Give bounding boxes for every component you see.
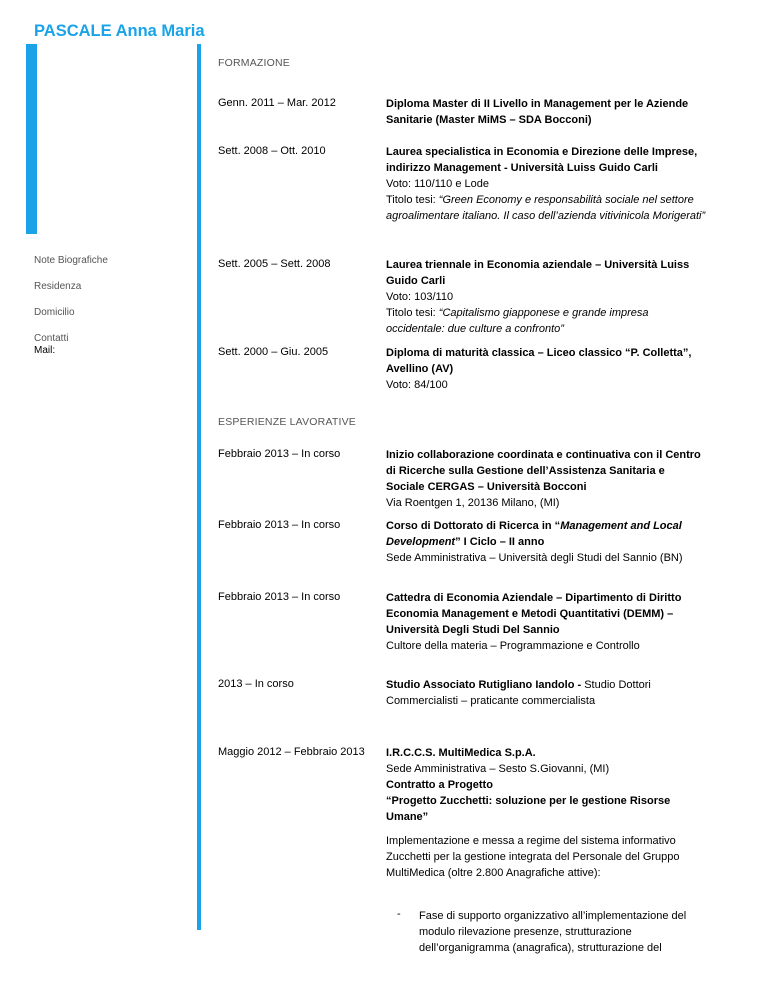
esperienza-date: Febbraio 2013 – In corso [218, 519, 341, 531]
esperienza-title [386, 518, 706, 550]
formazione-date: Sett. 2000 – Giu. 2005 [218, 346, 329, 358]
esperienza-date: 2013 – In corso [218, 678, 294, 690]
esperienza-detail: Sede Amministrativa – Sesto S.Giovanni, (MI) [386, 763, 610, 775]
formazione-entry [386, 144, 706, 224]
esperienza-entry [386, 590, 706, 654]
esperienza-detail: Via Roentgen 1, 20136 Milano, (MI) [386, 497, 560, 509]
title-part: ” I Ciclo – II anno [455, 536, 545, 548]
accent-divider [197, 44, 201, 930]
tesi-title: “Capitalismo giapponese e grande impresa occidentale: due culture a confronto” [386, 307, 649, 335]
formazione-voto: Voto: 84/100 [386, 379, 448, 391]
esperienza-detail: Sede Amministrativa – Università degli Studi del Sannio (BN) [386, 552, 683, 564]
esperienza-date: Febbraio 2013 – In corso [218, 448, 341, 460]
formazione-tesi [386, 192, 706, 224]
section-title-formazione: FORMAZIONE [218, 57, 290, 69]
esperienza-title: Inizio collaborazione coordinata e continuativa con il Centro di Ricerche sulla Gestione dell’Assistenza Sanitaria e Sociale CERGAS – Università Bocconi [386, 449, 701, 493]
esperienza-entry [386, 518, 706, 566]
formazione-title: Laurea specialistica in Economia e Direzione delle Imprese, indirizzo Management - Università Luiss Guido Carli [386, 146, 698, 174]
esperienza-entry [386, 677, 706, 709]
sidebar-note-label: Note Biografiche [34, 255, 108, 266]
bullet-text: Fase di supporto organizzativo all’implementazione del modulo rilevazione presenze, strutturazione dell’organigramma (anagrafica), strutturazione del [419, 910, 687, 954]
title-part: Corso di Dottorato di Ricerca in “ [386, 520, 561, 532]
esperienza-title: Cattedra di Economia Aziendale – Dipartimento di Diritto Economia Management e Metodi Quantitativi (DEMM) – Università Degli Studi Del Sannio [386, 592, 682, 636]
formazione-date: Genn. 2011 – Mar. 2012 [218, 97, 336, 109]
esperienza-detail: Studio Dottori Commercialisti – praticante commercialista [386, 679, 651, 707]
esperienza-title-line [386, 677, 706, 709]
person-name: PASCALE Anna Maria [34, 22, 205, 40]
formazione-title: Diploma di maturità classica – Liceo classico “P. Colletta”, Avellino (AV) [386, 347, 692, 375]
esperienza-entry [386, 447, 706, 511]
esperienza-detail: Cultore della materia – Programmazione e Controllo [386, 640, 640, 652]
formazione-entry [386, 345, 706, 393]
section-title-esperienze: ESPERIENZE LAVORATIVE [218, 416, 357, 428]
formazione-title: Diploma Master di II Livello in Management per le Aziende Sanitarie (Master MiMS – SDA Bocconi) [386, 98, 689, 126]
sidebar-mail-label: Mail: [34, 345, 56, 356]
formazione-voto: Voto: 110/110 e Lode [386, 178, 489, 190]
esperienza-paragraph: Implementazione e messa a regime del sistema informativo Zucchetti per la gestione integrata del Personale del Gruppo MultiMedica (oltre 2.800 Anagrafiche attive): [386, 835, 680, 879]
tesi-title: “Green Economy e responsabilità sociale nel settore agroalimentare italiano. Il caso dell’azienda vitivinicola Morigerati” [386, 194, 706, 222]
esperienza-title: I.R.C.C.S. MultiMedica S.p.A. [386, 747, 536, 759]
accent-block [26, 44, 37, 234]
esperienza-entry [386, 745, 706, 825]
formazione-date: Sett. 2008 – Ott. 2010 [218, 145, 326, 157]
sidebar-residenza-label: Residenza [34, 281, 82, 292]
esperienza-title: Studio Associato Rutigliano Iandolo - [386, 679, 582, 691]
esperienza-date: Febbraio 2013 – In corso [218, 591, 341, 603]
formazione-title: Laurea triennale in Economia aziendale – Università Luiss Guido Carli [386, 259, 690, 287]
esperienza-project: “Progetto Zucchetti: soluzione per le gestione Risorse Umane” [386, 795, 671, 823]
title-italic: Management and Local Development [386, 520, 682, 548]
formazione-voto: Voto: 103/110 [386, 291, 454, 303]
tesi-label: Titolo tesi: [386, 307, 439, 319]
formazione-entry [386, 96, 706, 128]
tesi-label: Titolo tesi: [386, 194, 439, 206]
esperienza-contract: Contratto a Progetto [386, 779, 493, 791]
sidebar-contatti-label: Contatti [34, 333, 69, 344]
formazione-entry [386, 257, 706, 337]
sidebar-domicilio-label: Domicilio [34, 307, 75, 318]
formazione-tesi [386, 305, 706, 337]
bullet-dash: - [397, 908, 401, 920]
formazione-date: Sett. 2005 – Sett. 2008 [218, 258, 331, 270]
esperienza-date: Maggio 2012 – Febbraio 2013 [218, 746, 365, 758]
